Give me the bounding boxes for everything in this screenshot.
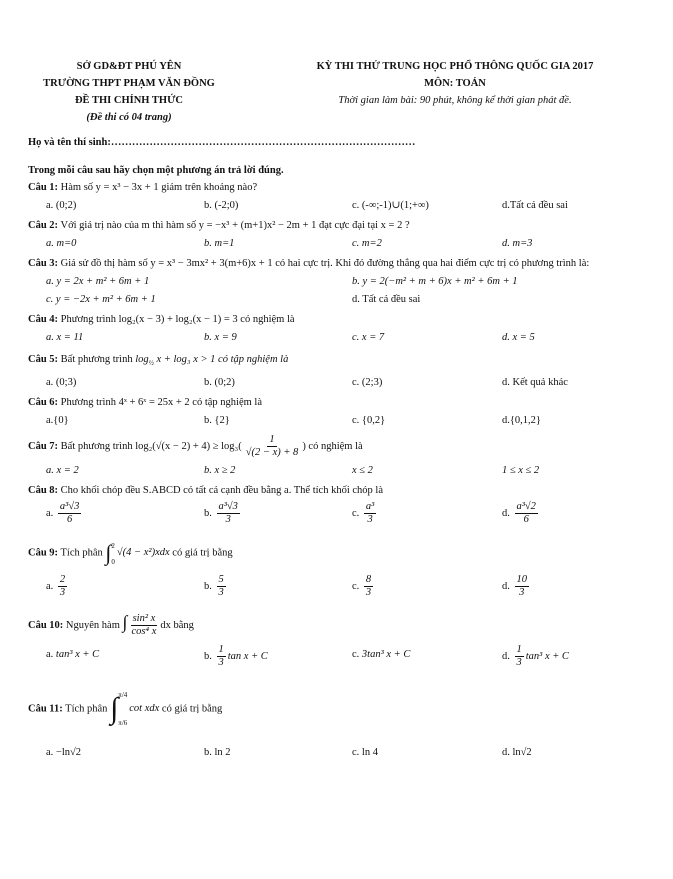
- question-text-rest: có giá trị bằng: [172, 547, 233, 559]
- question-10: [28, 611, 658, 638]
- fraction: [217, 644, 226, 669]
- fraction-denominator: 3: [218, 587, 224, 599]
- option-a[interactable]: a. x = 2: [46, 465, 79, 477]
- fraction-numerator: 10: [516, 574, 527, 586]
- fraction: [515, 501, 538, 526]
- option-b[interactable]: b. ln 2: [204, 747, 231, 759]
- fraction: [129, 613, 158, 638]
- question-label: Câu 10:: [28, 620, 64, 632]
- question-label: Câu 11:: [28, 703, 63, 715]
- option-letter: c.: [352, 649, 360, 661]
- fraction: [515, 574, 530, 599]
- option-letter: d.: [502, 651, 510, 663]
- option-letter: b.: [204, 508, 212, 519]
- question-label: Câu 5:: [28, 354, 59, 365]
- question-5: [28, 350, 658, 373]
- integrand: cot xdx: [129, 703, 160, 715]
- option-d[interactable]: d.Tất cả đều sai: [502, 200, 568, 211]
- option-b[interactable]: b. x = 9: [204, 332, 237, 343]
- page-count-note: (Đề thi có 04 trang): [86, 112, 172, 123]
- fraction-denominator: 3: [225, 514, 231, 526]
- option-c[interactable]: c. (-∞;-1)∪(1;+∞): [352, 200, 429, 211]
- option-b[interactable]: b. m=1: [204, 238, 235, 249]
- fraction: [58, 501, 81, 526]
- option-expression: tan³ x + C: [525, 651, 569, 663]
- official-label: ĐỀ THI CHÍNH THỨC: [74, 95, 184, 106]
- answer-row: [28, 413, 658, 429]
- option-a[interactable]: a. −ln√2: [46, 747, 82, 759]
- fraction-denominator: 3: [519, 587, 525, 599]
- option-a[interactable]: a. x = 11: [46, 332, 84, 343]
- question-list: [28, 165, 658, 761]
- option-a[interactable]: a. m=0: [46, 238, 77, 249]
- fraction-numerator: 8: [365, 574, 372, 586]
- fraction-denominator: 3: [218, 657, 224, 669]
- option-letter: b.: [204, 581, 212, 592]
- fraction: [244, 434, 301, 459]
- exam-time: Thời gian làm bài: 90 phút, không kể thời gian phát đề.: [338, 95, 572, 106]
- option-a[interactable]: [28, 574, 204, 599]
- fraction-numerator: 2: [59, 574, 66, 586]
- school-name: TRƯỜNG THPT PHẠM VĂN ĐỒNG: [43, 78, 215, 89]
- fraction-numerator: sin² x: [132, 613, 156, 625]
- exam-subject: MÔN: TOÁN: [424, 78, 486, 89]
- fraction-numerator: a³√3: [218, 501, 238, 513]
- question-text-rest: x + log₃ x > 1 có tập nghiệm là: [156, 354, 289, 365]
- option-letter: c.: [352, 508, 360, 519]
- option-letter: d.: [502, 581, 510, 592]
- question-label: Câu 6:: [28, 397, 59, 409]
- lower-limit: 0: [111, 558, 115, 567]
- fraction: [515, 644, 524, 669]
- option-c[interactable]: [352, 644, 502, 669]
- question-9: [28, 538, 658, 568]
- option-a[interactable]: a. y = 2x + m² + 6m + 1: [46, 276, 150, 287]
- option-c[interactable]: c. m=2: [352, 238, 382, 249]
- option-a[interactable]: a.{0}: [46, 415, 69, 427]
- exam-info-block: [250, 58, 660, 109]
- option-b[interactable]: [204, 501, 352, 526]
- upper-limit: 2: [111, 542, 115, 551]
- log-base-half: $\log_{\frac{1}{2}}$: [135, 354, 154, 368]
- question-1: [28, 180, 658, 196]
- integral-limits: [111, 538, 115, 568]
- option-b[interactable]: b. y = 2(−m² + m + 6)x + m² + 6m + 1: [352, 276, 518, 287]
- question-text: Giả sử đồ thị hàm số y = x³ − 3mx² + 3(m+6)x + 1 có hai cực trị. Khi đó đường thẳng qua hai điểm cực trị có phương trình là:: [60, 258, 590, 269]
- fraction-numerator: 1: [218, 644, 224, 656]
- option-c[interactable]: c. x = 7: [352, 332, 385, 343]
- option-c[interactable]: x ≤ 2: [352, 465, 373, 477]
- option-expression: tan x + C: [227, 651, 268, 663]
- fraction-denominator: 6: [67, 514, 73, 526]
- option-b[interactable]: b. {2}: [204, 415, 230, 427]
- option-b[interactable]: [204, 574, 352, 599]
- fraction-denominator: √(2 − x) + 8: [245, 447, 299, 459]
- fraction-denominator: 3: [59, 587, 66, 599]
- answer-row: [28, 463, 658, 479]
- fraction-denominator: 3: [365, 587, 372, 599]
- option-letter: a.: [46, 581, 54, 592]
- school-block: [14, 58, 244, 126]
- answer-row: [28, 330, 658, 346]
- question-label: Câu 1:: [28, 182, 59, 193]
- answer-row: [28, 198, 658, 214]
- answer-row: [28, 745, 658, 761]
- option-c[interactable]: [352, 574, 502, 599]
- question-text: Bất phương trình log₂(√(x − 2) + 4) ≥ log₃(: [60, 441, 242, 453]
- question-text: Tích phân: [65, 703, 108, 715]
- question-text: Phương trình 4ˣ + 6ˣ = 25x + 2 có tập nghiệm là: [60, 397, 262, 409]
- option-d[interactable]: 1 ≤ x ≤ 2: [502, 465, 540, 477]
- answer-row: [28, 375, 658, 391]
- question-7: [28, 433, 658, 461]
- question-text: Bất phương trình: [60, 354, 133, 365]
- question-8: [28, 483, 658, 499]
- department-name: SỞ GD&ĐT PHÚ YÊN: [76, 61, 182, 72]
- option-d[interactable]: [502, 574, 652, 599]
- question-text-rest: có giá trị bằng: [161, 703, 223, 715]
- option-a[interactable]: [28, 644, 204, 669]
- fraction: [364, 574, 373, 599]
- lower-limit: π/6: [118, 719, 128, 728]
- option-c[interactable]: [352, 501, 502, 526]
- option-c[interactable]: c. ln 4: [352, 747, 378, 759]
- option-d[interactable]: d.{0,1,2}: [502, 415, 541, 427]
- option-letter: a.: [46, 508, 54, 519]
- integral-limits: [118, 687, 127, 731]
- option-a[interactable]: [28, 501, 204, 526]
- question-4: [28, 312, 658, 328]
- option-b[interactable]: b. x ≥ 2: [204, 465, 236, 477]
- question-text: Với giá trị nào của m thì hàm số y = −x³ + (m+1)x² − 2m + 1 đạt cực đại tại x = 2 ?: [60, 220, 410, 231]
- option-a[interactable]: a. (0;3): [46, 377, 77, 389]
- integral-sign: ∫: [105, 540, 112, 566]
- instructions: Trong mỗi câu sau hãy chọn một phương án trả lời đúng.: [28, 165, 284, 176]
- fraction-numerator: 5: [218, 574, 224, 586]
- question-11: [28, 687, 658, 731]
- option-expression: tan³ x + C: [55, 649, 100, 661]
- question-text: Nguyên hàm: [65, 620, 120, 632]
- option-letter: d.: [502, 508, 510, 519]
- option-d[interactable]: d. x = 5: [502, 332, 535, 343]
- question-label: Câu 8:: [28, 485, 59, 497]
- question-text-rest: ) có nghiệm là: [302, 441, 363, 453]
- fraction-numerator: 1: [269, 434, 275, 446]
- option-expression: 3tan³ x + C: [361, 649, 411, 661]
- fraction: [364, 501, 376, 526]
- option-d[interactable]: [502, 501, 652, 526]
- integrand: √(4 − x²)xdx: [116, 547, 170, 559]
- option-letter: b.: [204, 651, 212, 663]
- option-d[interactable]: d. ln√2: [502, 747, 532, 759]
- option-d[interactable]: d. Tất cả đều sai: [352, 294, 421, 305]
- option-b[interactable]: b. (-2;0): [204, 200, 239, 211]
- option-c[interactable]: c. (2;3): [352, 377, 383, 389]
- question-2: [28, 218, 658, 234]
- fraction-denominator: 3: [367, 514, 373, 526]
- answer-row: [28, 236, 658, 252]
- answer-row: [28, 501, 658, 526]
- integral-sign: ∫: [110, 692, 119, 726]
- question-label: Câu 2:: [28, 220, 59, 231]
- option-d[interactable]: d. Kết quả khác: [502, 377, 568, 389]
- answer-row: [28, 644, 658, 669]
- question-label: Câu 4:: [28, 314, 59, 325]
- question-text: Cho khối chóp đều S.ABCD có tất cả cạnh đều bằng a. Thể tích khối chóp là: [60, 485, 383, 497]
- question-label: Câu 7:: [28, 441, 59, 453]
- option-letter: a.: [46, 649, 54, 661]
- answer-row: [28, 292, 658, 308]
- answer-row: [28, 574, 658, 599]
- upper-limit: π/4: [118, 691, 128, 700]
- option-c[interactable]: c. y = −2x + m² + 6m + 1: [46, 294, 156, 305]
- question-label: Câu 3:: [28, 258, 59, 269]
- fraction-numerator: 1: [516, 644, 522, 656]
- fraction-denominator: 6: [523, 514, 529, 526]
- option-a[interactable]: a. (0;2): [46, 200, 77, 211]
- fraction-denominator: 3: [516, 657, 522, 669]
- option-d[interactable]: d. m=3: [502, 238, 533, 249]
- fraction: [217, 501, 240, 526]
- integral: [110, 687, 159, 731]
- question-6: [28, 395, 658, 411]
- question-label: Câu 9:: [28, 547, 59, 559]
- question-3: [28, 256, 658, 272]
- option-d[interactable]: [502, 644, 652, 669]
- fraction-denominator: cos⁴ x: [131, 626, 157, 638]
- fraction-numerator: a³√2: [516, 501, 536, 513]
- fraction: [217, 574, 226, 599]
- student-name-line: Họ và tên thí sinh:……………………………………………………………………………: [28, 137, 416, 148]
- question-text-rest: dx bằng: [160, 620, 194, 632]
- option-b[interactable]: [204, 644, 352, 669]
- question-text: Phương trình log₂(x − 3) + log₂(x − 1) = 3 có nghiệm là: [60, 314, 295, 325]
- question-text: Hàm số y = x³ − 3x + 1 giảm trên khoảng nào?: [60, 182, 258, 193]
- integral-sign: ∫: [122, 612, 128, 633]
- fraction-numerator: a³: [365, 501, 375, 513]
- exam-title: KỲ THI THỬ TRUNG HỌC PHỔ THÔNG QUỐC GIA 2017: [316, 61, 594, 72]
- fraction: [58, 574, 67, 599]
- option-c[interactable]: c. {0,2}: [352, 415, 386, 427]
- option-b[interactable]: b. (0;2): [204, 377, 235, 389]
- fraction-numerator: a³√3: [59, 501, 80, 513]
- option-letter: c.: [352, 581, 360, 592]
- answer-row: [28, 274, 658, 290]
- integral: [105, 538, 169, 568]
- question-text: Tích phân: [60, 547, 103, 559]
